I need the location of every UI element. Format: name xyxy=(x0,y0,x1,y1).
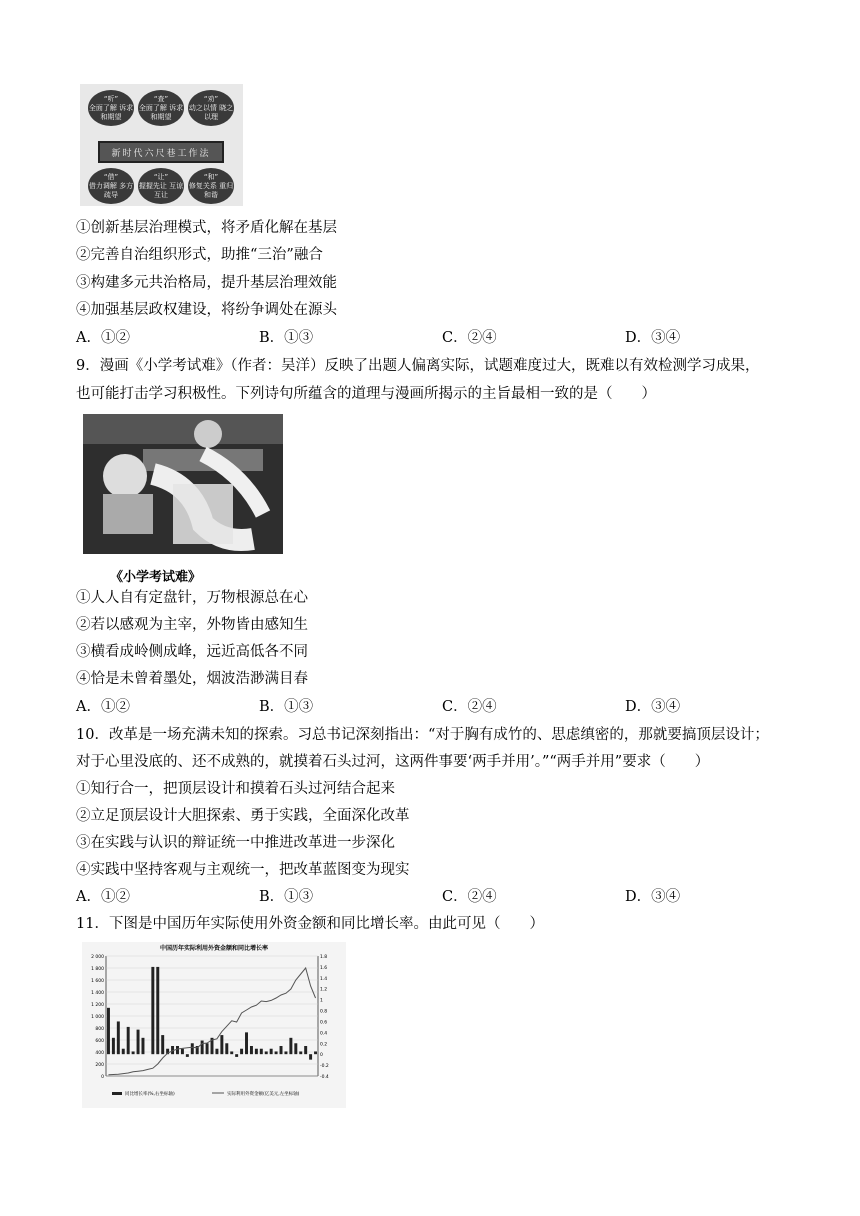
legend-amount: 实际利用外资金额(亿美元,左坐标轴) xyxy=(227,1092,300,1097)
right-tick-label: 0.6 xyxy=(320,1020,328,1026)
fdi-chart xyxy=(82,942,346,1108)
growth-bar xyxy=(304,1046,307,1054)
legend-growth: 同比增长率(%,右坐标轴) xyxy=(125,1092,175,1097)
right-tick-label: 1.6 xyxy=(320,965,328,971)
growth-bar xyxy=(280,1046,283,1054)
growth-bar xyxy=(181,1049,184,1054)
left-tick-label: 200 xyxy=(95,1063,104,1068)
q8-option-a[interactable]: A．①② xyxy=(76,330,130,346)
growth-bar xyxy=(112,1038,115,1054)
q9-item-3: ③横看成岭侧成峰，远近高低各不同 xyxy=(76,644,308,660)
right-tick-label: 0 xyxy=(320,1053,323,1059)
growth-bar xyxy=(127,1027,130,1054)
growth-bar xyxy=(309,1054,312,1059)
right-tick-label: -0.2 xyxy=(320,1064,329,1070)
growth-bar xyxy=(225,1043,228,1054)
q10-item-1: ①知行合一，把顶层设计和摸着石头过河结合起来 xyxy=(76,781,395,797)
growth-bar xyxy=(240,1049,243,1054)
q10-option-c[interactable]: C．②④ xyxy=(442,889,497,905)
growth-bar xyxy=(284,1051,287,1054)
node-quan: “劝” 动之以情 晓之以理 xyxy=(188,90,234,126)
growth-bar xyxy=(191,1043,194,1054)
left-tick-label: 1 800 xyxy=(91,967,104,972)
right-tick-label: 1.2 xyxy=(320,987,328,993)
left-tick-label: 1 400 xyxy=(91,991,104,996)
growth-bar xyxy=(230,1051,233,1054)
q8-item-2: ②完善自治组织形式，助推“三治”融合 xyxy=(76,247,323,263)
right-tick-label: 1.8 xyxy=(320,955,328,960)
cartoon-caption: 《小学考试难》 xyxy=(110,570,202,585)
q8-option-c[interactable]: C．②④ xyxy=(442,330,497,346)
right-tick-label: -0.4 xyxy=(320,1075,329,1080)
node-ting: “听” 全面了解 诉求和期望 xyxy=(88,90,134,126)
q10-option-a[interactable]: A．①② xyxy=(76,889,130,905)
growth-bar xyxy=(250,1046,253,1054)
growth-bar xyxy=(201,1041,204,1055)
growth-bar xyxy=(220,1035,223,1054)
growth-bar xyxy=(275,1051,278,1054)
method-banner: 新时代六尺巷工作法 xyxy=(98,141,224,163)
growth-bar xyxy=(107,1008,110,1054)
q10-option-b[interactable]: B．①③ xyxy=(259,889,314,905)
growth-bar xyxy=(141,1038,144,1054)
q11-stem: 11．下图是中国历年实际使用外资金额和同比增长率。由此可见（ ） xyxy=(76,916,544,932)
left-tick-label: 2 000 xyxy=(91,955,104,960)
growth-bar xyxy=(156,967,159,1054)
growth-bar xyxy=(186,1054,189,1057)
right-tick-label: 1.4 xyxy=(320,976,328,982)
growth-bar xyxy=(161,1035,164,1054)
node-he: “和” 修复关系 重归和谐 xyxy=(188,168,234,204)
q10-option-d[interactable]: D．③④ xyxy=(625,889,681,905)
node-rang: “让” 握握先让 互谅互让 xyxy=(138,168,184,204)
q10-item-2: ②立足顶层设计大胆探索、勇于实践，全面深化改革 xyxy=(76,808,410,824)
q10-stem-line1: 10．改革是一场充满未知的探索。习总书记深刻指出：“对于胸有成竹的、思虑缜密的，那就要搞顶层设计； xyxy=(76,727,769,743)
node-jie: “借” 借力调解 多方疏导 xyxy=(88,168,134,204)
node-cha: “查” 全面了解 诉求和期望 xyxy=(138,90,184,126)
right-tick-label: 0.2 xyxy=(320,1042,328,1048)
growth-bar xyxy=(206,1043,209,1054)
growth-bar xyxy=(176,1046,179,1054)
chart-title: 中国历年实际利用外资金额和同比增长率 xyxy=(159,945,269,952)
q9-option-b[interactable]: B．①③ xyxy=(259,699,314,715)
cartoon-exam-image xyxy=(83,414,283,554)
growth-bar xyxy=(137,1030,140,1055)
left-tick-label: 1 200 xyxy=(91,1003,104,1008)
left-tick-label: 1 000 xyxy=(91,1015,104,1020)
q8-item-3: ③构建多元共治格局，提升基层治理效能 xyxy=(76,275,337,291)
right-tick-label: 0.4 xyxy=(320,1031,328,1037)
right-tick-label: 0.8 xyxy=(320,1009,328,1015)
q10-item-3: ③在实践与认识的辩证统一中推进改革进一步深化 xyxy=(76,835,395,851)
growth-bar xyxy=(314,1051,317,1054)
growth-bar xyxy=(122,1049,125,1054)
q9-option-a[interactable]: A．①② xyxy=(76,699,130,715)
q8-item-4: ④加强基层政权建设，将纷争调处在源头 xyxy=(76,302,337,318)
left-tick-label: 1 600 xyxy=(91,979,104,984)
growth-bar xyxy=(117,1021,120,1054)
q9-option-d[interactable]: D．③④ xyxy=(625,699,681,715)
growth-bar xyxy=(289,1038,292,1054)
left-tick-label: 400 xyxy=(95,1051,104,1056)
legend-swatch-growth xyxy=(112,1092,122,1095)
left-tick-label: 0 xyxy=(101,1075,104,1080)
growth-bar xyxy=(299,1051,302,1054)
left-tick-label: 600 xyxy=(95,1039,104,1044)
q9-item-2: ②若以感观为主宰，外物皆由感知生 xyxy=(76,617,308,633)
q9-item-1: ①人人自有定盘针，万物根源总在心 xyxy=(76,590,308,606)
q10-stem-line2: 对于心里没底的、还不成熟的，就摸着石头过河，这两件事要‘两手并用’。”“两手并用”要求（ ） xyxy=(76,754,710,770)
growth-bar xyxy=(151,967,154,1054)
right-tick-label: 1 xyxy=(320,998,323,1004)
q9-item-4: ④恰是未曾着墨处，烟波浩渺满目春 xyxy=(76,671,308,687)
fdi-amount-line xyxy=(108,968,315,1075)
growth-bar xyxy=(294,1043,297,1054)
growth-bar xyxy=(255,1049,258,1054)
q8-option-d[interactable]: D．③④ xyxy=(625,330,681,346)
q8-item-1: ①创新基层治理模式，将矛盾化解在基层 xyxy=(76,220,337,236)
growth-bar xyxy=(270,1049,273,1054)
q9-stem-line2: 也可能打击学习积极性。下列诗句所蕴含的道理与漫画所揭示的主旨最相一致的是（ ） xyxy=(76,386,656,402)
growth-bar xyxy=(132,1051,135,1054)
six-chi-lane-diagram xyxy=(80,84,243,206)
q9-option-c[interactable]: C．②④ xyxy=(442,699,497,715)
growth-bar xyxy=(245,1032,248,1054)
left-tick-label: 800 xyxy=(95,1027,104,1032)
growth-bar xyxy=(260,1049,263,1054)
q10-item-4: ④实践中坚持客观与主观统一，把改革蓝图变为现实 xyxy=(76,862,410,878)
q9-stem-line1: 9．漫画《小学考试难》（作者：吴洋）反映了出题人偏离实际，试题难度过大，既难以有效检测学习成果， xyxy=(76,358,760,374)
growth-bar xyxy=(215,1049,218,1054)
fdi-chart-svg xyxy=(82,942,346,1108)
q8-option-b[interactable]: B．①③ xyxy=(259,330,314,346)
growth-bar xyxy=(265,1051,268,1054)
growth-bar xyxy=(235,1054,238,1057)
